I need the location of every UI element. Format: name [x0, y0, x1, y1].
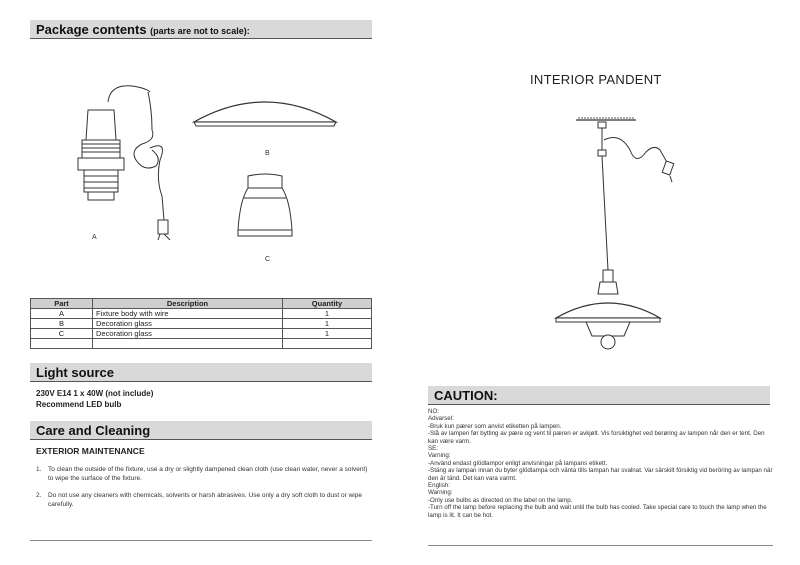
exterior-maintenance-title: EXTERIOR MAINTENANCE	[36, 446, 145, 456]
package-contents-title: Package contents	[36, 22, 147, 37]
table-row-empty	[31, 339, 372, 349]
light-source-text	[36, 388, 153, 410]
col-description: Description	[93, 299, 283, 309]
list-item: 1. To clean the outside of the fixture, use a dry or slightly dampened clean cloth (use clean water, never a solvent) to wipe the surface of the fixture.	[36, 466, 368, 482]
list-item: 2. Do not use any cleaners with chemicals, solvents or harsh abrasives. Use only a dry soft cloth to dust or wipe carefully.	[36, 492, 362, 508]
cell-part: A	[31, 309, 93, 319]
cell-description: Decoration glass	[93, 329, 283, 339]
cell-description: Decoration glass	[93, 319, 283, 329]
cell-part: C	[31, 329, 93, 339]
cell-description: Fixture body with wire	[93, 309, 283, 319]
package-contents-note: (parts are not to scale):	[150, 26, 250, 36]
light-source-title: Light source	[30, 363, 372, 382]
bottom-divider-left	[30, 540, 372, 541]
col-part: Part	[31, 299, 93, 309]
pendant-title: INTERIOR PANDENT	[530, 72, 662, 87]
part-b-label: B	[265, 150, 270, 157]
table-row	[31, 329, 372, 339]
pendant-illustration	[550, 110, 700, 360]
part-a-label: A	[92, 234, 97, 241]
table-header-row	[31, 299, 372, 309]
cell-quantity: 1	[283, 329, 372, 339]
table-row	[31, 319, 372, 329]
table-row	[31, 309, 372, 319]
part-c-illustration	[230, 170, 300, 245]
light-spec: 230V E14 1 x 40W (not include)	[36, 389, 154, 398]
part-a-illustration	[70, 80, 210, 240]
parts-table	[30, 298, 372, 349]
part-c-label: C	[265, 256, 271, 263]
light-recommend: Recommend LED bulb	[36, 400, 122, 409]
care-list	[36, 466, 370, 518]
caution-text: NO: Advarsel: -Bruk kun pærer som anvist etiketten på lampen. -Slå av lampen før bytting av pære og vent til pæren er avkjølt. Vis forsiktighet ved berøring av lampen når den er tent. Den kan være varm. SE: Varning: -Använd endast glödlampor enligt anvisningar på lampans etikett. -Stäng av lampan innan du byter glödlampa och vänta tills lampan har svalnat. Var särskilt försiktig vid beröring av lampan när den är tänd. Det kan vara varmt. English: Warning: -Only use bulbs as directed on the label on the lamp. -Turn off the lamp before replacing the bulb and wait until the bulb has cooled. Take special care to touch the lamp when the lamp is lit. It can be hot.	[428, 408, 773, 519]
cell-quantity: 1	[283, 309, 372, 319]
part-b-illustration	[190, 92, 340, 132]
cell-quantity: 1	[283, 319, 372, 329]
care-cleaning-title: Care and Cleaning	[30, 421, 372, 440]
caution-title: CAUTION:	[428, 386, 770, 405]
bottom-divider-right	[428, 545, 773, 546]
col-quantity: Quantity	[283, 299, 372, 309]
cell-part: B	[31, 319, 93, 329]
package-contents-header	[30, 20, 372, 39]
